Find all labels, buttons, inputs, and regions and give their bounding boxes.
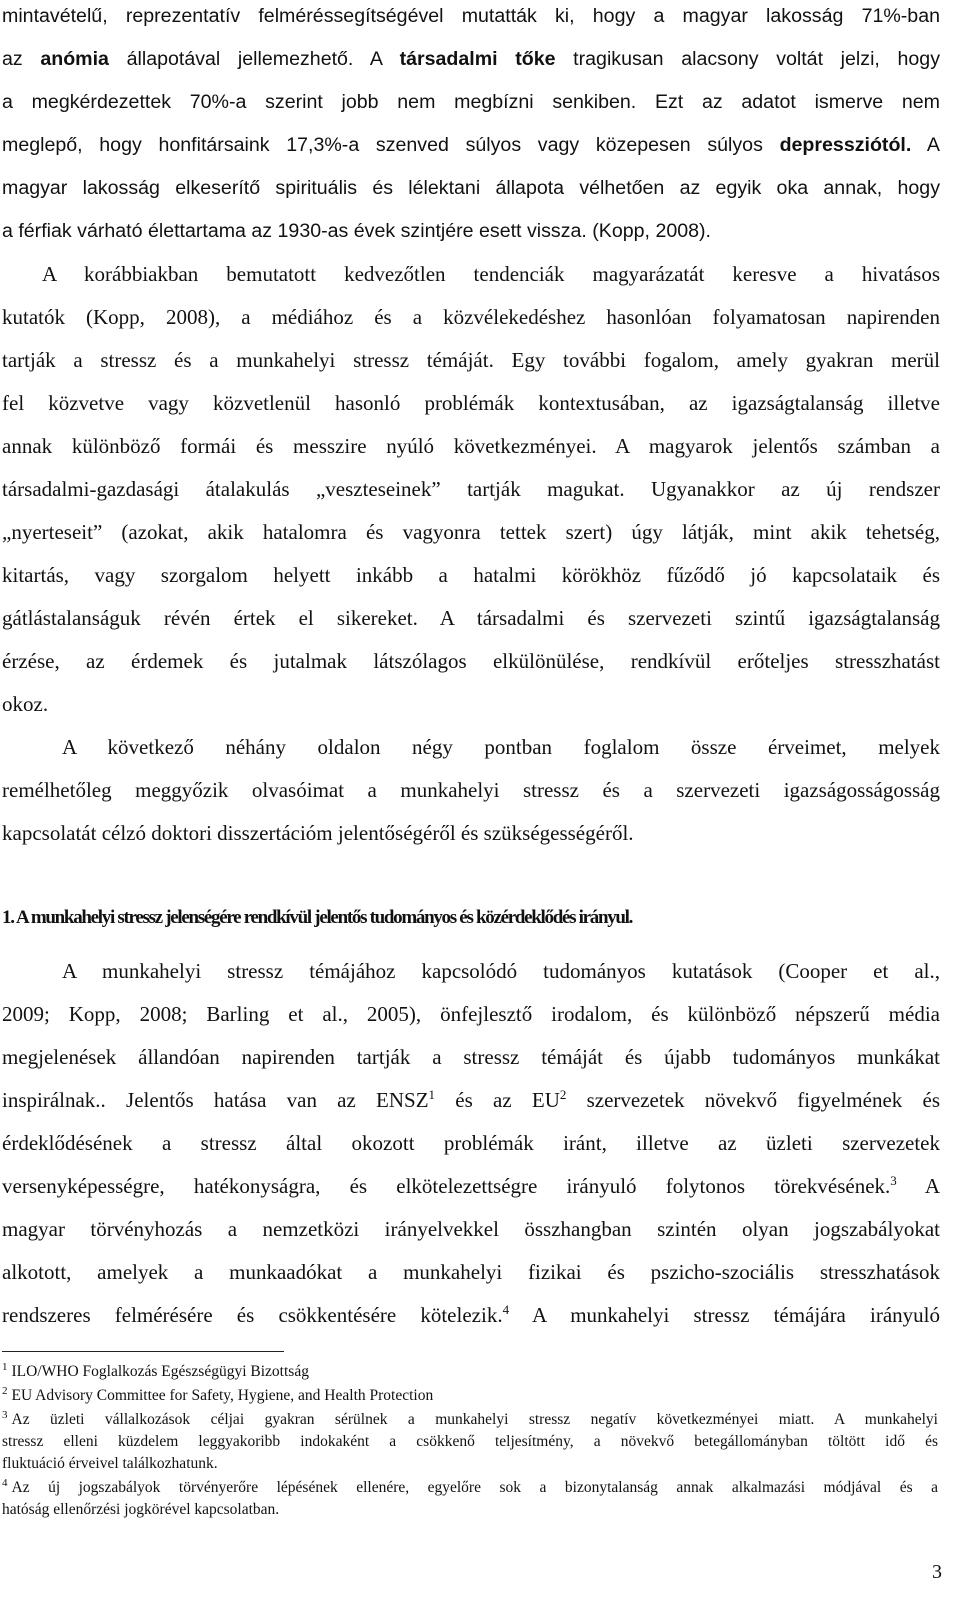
text-run: és az EU [435,1088,560,1112]
footnote-2 [2,1385,938,1407]
footnote-4-line: hatóság ellenőrzési jogkörével kapcsolatban. [2,1501,280,1518]
page-number: 3 [932,1561,942,1583]
para2-line: tartják a stressz és a munkahelyi stressz témáját. Egy további fogalom, amely gyakran merül [2,348,940,372]
para2-line: okoz. [2,692,49,716]
para3-line: A következő néhány oldalon négy pontban foglalom össze érveimet, melyek [62,735,940,759]
footnote-number: 4 [2,1477,8,1489]
para2-line: „nyerteseit” (azokat, akik hatalomra és vagyonra tettek szert) úgy látják, mint akik tehetség, [2,520,940,544]
text-run: az [2,48,41,70]
footnote-4-line [2,1477,938,1499]
text-run: A [911,134,940,156]
footnote-separator [2,1351,284,1352]
para4-line: megjelenések állandóan napirenden tartják a stressz témáját és újabb tudományos munkákat [2,1045,940,1069]
section-heading: 1. A munkahelyi stressz jelenségére rendkívül jelentős tudományos és közérdeklődés irányul. [2,907,633,928]
para1-line [2,46,940,72]
footnote-text: EU Advisory Committee for Safety, Hygiene, and Health Protection [11,1387,434,1404]
footnote-ref-3[interactable]: 3 [890,1173,897,1188]
footnote-text: Az üzleti vállalkozások céljai gyakran sérülnek a munkahelyi stressz negatív következményei miatt. A munkahelyi [11,1411,938,1428]
para1-line [2,132,940,158]
footnote-3-line: stressz elleni küzdelem leggyakoribb indokaként a csökkenő teljesítmény, a növekvő betegállományban töltött idő és [2,1433,938,1450]
text-run: szervezetek növekvő figyelmének és [566,1088,940,1112]
para4-line: magyar törvényhozás a nemzetközi irányelvekkel összhangban szintén olyan jogszabályokat [2,1217,940,1241]
para1-line: a férfiak várható élettartama az 1930-as évek szintjére esett vissza. (Kopp, 2008). [2,220,712,242]
footnote-number: 3 [2,1409,8,1421]
para2-line: gátlástalanságuk révén értek el sikereket. A társadalmi és szervezeti szintű igazságtalanság [2,606,940,630]
para2-line: fel közvetve vagy közvetlenül hasonló problémák kontextusában, az igazságtalanság illetve [2,391,940,415]
footnote-text: Az új jogszabályok törvényerőre lépésének ellenére, egyelőre sok a bizonytalanság annak alkalmazási módjával és a [11,1479,938,1496]
footnote-ref-2[interactable]: 2 [559,1087,567,1102]
para2-line: A korábbiakban bemutatott kedvezőtlen tendenciák magyarázatát keresve a hivatásos [42,262,940,286]
text-run: versenyképességre, hatékonyságra, és elkötelezettségre irányuló folytonos törekvésének. [2,1174,891,1198]
text-run: inspirálnak.. Jelentős hatása van az ENSZ [2,1088,429,1112]
footnote-ref-4[interactable]: 4 [502,1302,510,1317]
footnote-number: 1 [2,1361,8,1373]
para4-line: 2009; Kopp, 2008; Barling et al., 2005), önfejlesztő irodalom, és különböző népszerű média [2,1002,940,1026]
para2-line: kitartás, vagy szorgalom helyett inkább a hatalmi körökhöz fűződő jó kapcsolataik és [2,563,940,587]
bold-term-depression: depressziótól. [779,134,912,156]
footnote-3-line [2,1409,938,1431]
para3-line: remélhetőleg meggyőzik olvasóimat a munkahelyi stressz és a szervezeti igazságosságosság [2,778,940,802]
bold-term-social-capital: társadalmi tőke [399,48,556,70]
bold-term-anomia: anómia [40,48,109,70]
footnote-number: 2 [2,1385,8,1397]
footnote-ref-1[interactable]: 1 [428,1087,436,1102]
text-run: tragikusan alacsony voltát jelzi, hogy [555,48,941,70]
para1-line: magyar lakosság elkeserítő spirituális és lélektani állapota vélhetően az egyik oka annak, hogy [2,177,940,199]
para4-line [2,1302,940,1328]
para3-line: kapcsolatát célzó doktori disszertációm jelentőségéről és szükségességéről. [2,821,634,845]
para4-line: érdeklődésének a stressz által okozott problémák iránt, illetve az üzleti szervezetek [2,1131,940,1155]
text-run: állapotával jellemezhető. A [108,48,400,70]
para4-line: alkotott, amelyek a munkaadókat a munkahelyi fizikai és pszicho-szociális stresszhatások [2,1260,940,1284]
para1-line: mintavételű, reprezentatív felméréssegítségével mutatták ki, hogy a magyar lakosság 71%-ban [2,5,940,27]
para1-line: a megkérdezettek 70%-a szerint jobb nem megbízni senkiben. Ezt az adatot ismerve nem [2,91,940,113]
para2-line: érzése, az érdemek és jutalmak látszólagos elkülönülése, rendkívül erőteljes stresszhatást [2,649,940,673]
para2-line: társadalmi-gazdasági átalakulás „veszteseinek” tartják magukat. Ugyanakkor az új rendszer [2,477,940,501]
para2-line: kutatók (Kopp, 2008), a médiához és a közvélekedéshez hasonlóan folyamatosan napirenden [2,305,940,329]
text-run: meglepő, hogy honfitársaink 17,3%-a szenved súlyos vagy közepesen súlyos [2,134,780,156]
para4-line: A munkahelyi stressz témájához kapcsolódó tudományos kutatások (Cooper et al., [62,959,940,983]
para4-line [2,1173,940,1199]
footnote-1 [2,1361,938,1383]
para4-line [2,1087,940,1113]
footnote-text: ILO/WHO Foglalkozás Egészségügyi Bizottság [11,1363,309,1380]
footnote-3-line: fluktuáció érveivel találkozhatunk. [2,1455,218,1472]
text-run: A [896,1174,940,1198]
text-run: A munkahelyi stressz témájára irányuló [509,1303,940,1327]
para2-line: annak különböző formái és messzire nyúló következményei. A magyarok jelentős számban a [2,434,940,458]
text-run: rendszeres felmérésére és csökkentésére kötelezik. [2,1303,503,1327]
